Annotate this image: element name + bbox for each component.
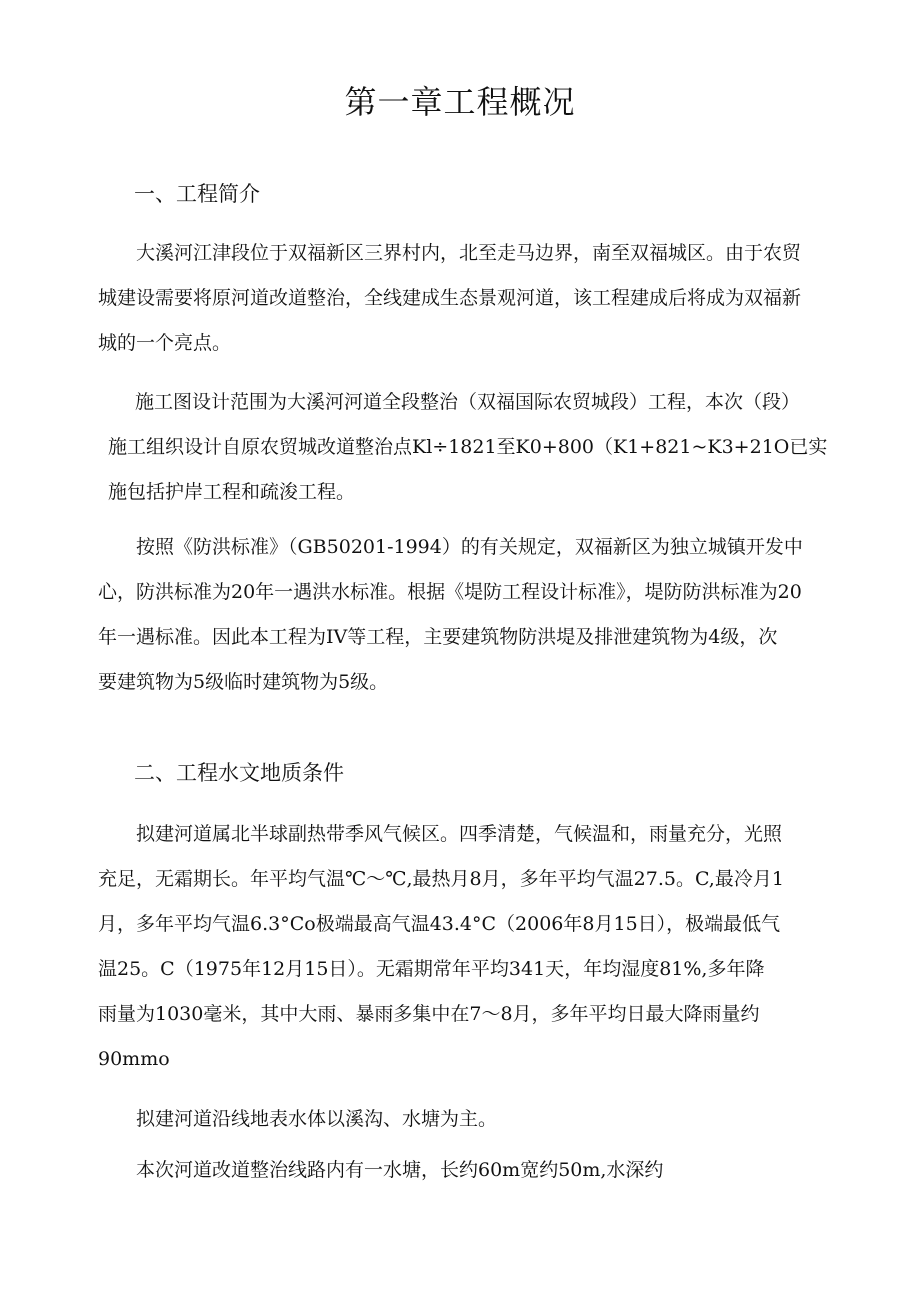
paragraph-line: 温25。C（1975年12月15日）。无霜期常年平均341天，年均湿度81%,多年降 — [98, 958, 765, 980]
paragraph-line: 施工图设计范围为大溪河河道全段整治（双福国际农贸城段）工程，本次（段） — [135, 391, 801, 413]
paragraph-line: 施包括护岸工程和疏浚工程。 — [108, 481, 356, 503]
paragraph-pond — [136, 1148, 663, 1193]
paragraph-line: 拟建河道沿线地表水体以溪沟、水塘为主。 — [136, 1108, 498, 1130]
paragraph-line: 施工组织设计自原农贸城改道整治点Kl÷1821至K0+800（K1+821~K3+21O已实 — [108, 436, 828, 458]
section-heading-hydrogeology: 二、工程水文地质条件 — [134, 761, 344, 785]
paragraph-line: 城建设需要将原河道改道整治，全线建成生态景观河道，该工程建成后将成为双福新 — [98, 287, 802, 309]
paragraph-line: 月，多年平均气温6.3°Co极端最高气温43.4°C（2006年8月15日），极端最低气 — [98, 913, 781, 935]
paragraph-line: 要建筑物为5级临时建筑物为5级。 — [98, 671, 389, 693]
paragraph-line: 按照《防洪标准》（GB50201-1994）的有关规定，双福新区为独立城镇开发中 — [136, 536, 803, 558]
paragraph-line: 心，防洪标准为20年一遇洪水标准。根据《堤防工程设计标准》，堤防防洪标准为20 — [98, 581, 802, 603]
paragraph-line: 充足，无霜期长。年平均气温℃～℃,最热月8月，多年平均气温27.5。C,最冷月1 — [98, 868, 784, 890]
page-title: 第一章工程概况 — [344, 83, 576, 121]
paragraph-line: 年一遇标准。因此本工程为IV等工程，主要建筑物防洪堤及排泄建筑物为4级，次 — [98, 626, 778, 648]
paragraph-design-scope — [108, 380, 827, 515]
section-heading-overview: 一、工程简介 — [134, 182, 260, 206]
paragraph-line: 城的一个亮点。 — [98, 332, 232, 354]
paragraph-line: 90mmo — [98, 1048, 170, 1070]
paragraph-surface-water — [136, 1097, 497, 1142]
paragraph-line: 本次河道改道整治线路内有一水塘，长约60m宽约50m,水深约 — [136, 1159, 664, 1181]
paragraph-location — [98, 231, 801, 366]
paragraph-climate — [98, 812, 784, 1082]
paragraph-line: 大溪河江津段位于双福新区三界村内，北至走马边界，南至双福城区。由于农贸 — [136, 242, 802, 264]
paragraph-line: 雨量为1030毫米，其中大雨、暴雨多集中在7～8月，多年平均日最大降雨量约 — [98, 1003, 760, 1025]
paragraph-flood-standard — [98, 525, 803, 705]
paragraph-line: 拟建河道属北半球副热带季风气候区。四季清楚，气候温和，雨量充分，光照 — [136, 823, 783, 845]
